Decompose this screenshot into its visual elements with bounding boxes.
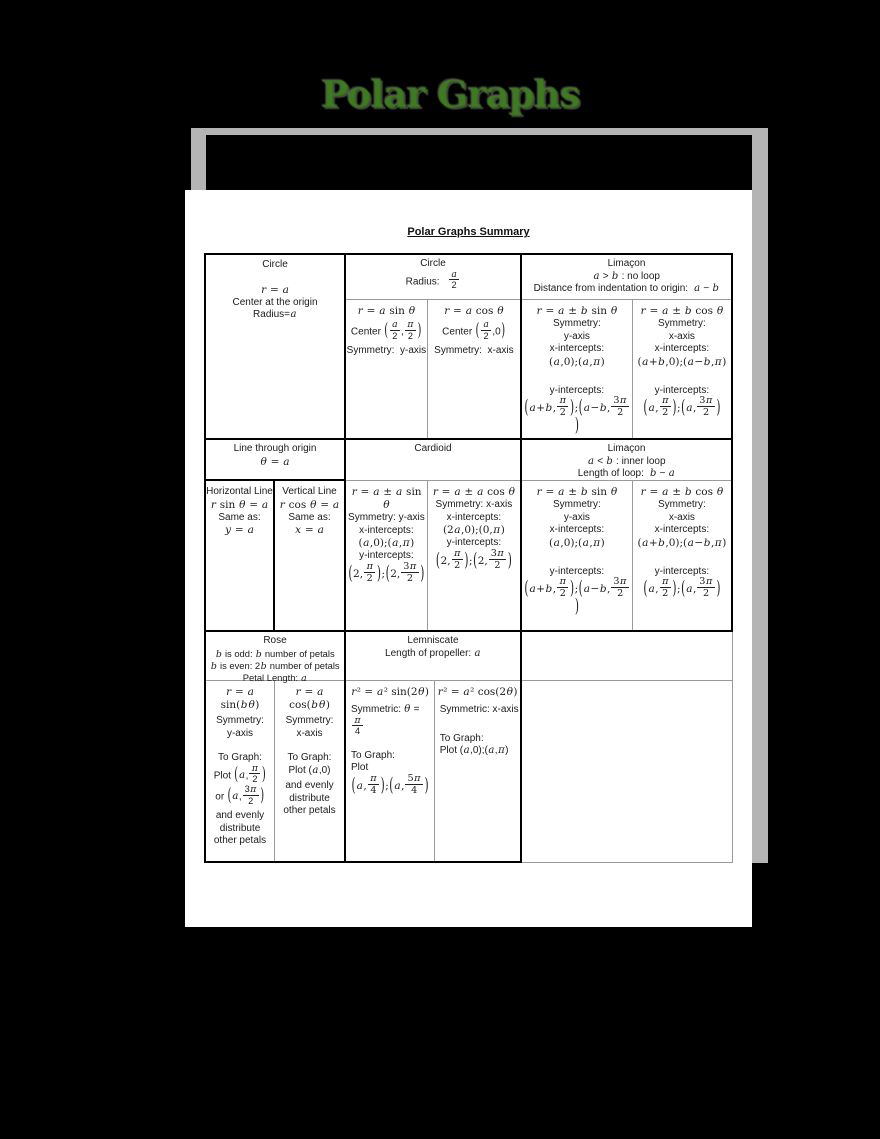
section-title: Limaçon [607, 258, 646, 269]
symmetry-line: y-axis [563, 511, 590, 523]
formula: r cos θ = a [279, 498, 340, 511]
formula: θ = a [260, 455, 290, 468]
text-line: and evenly [285, 780, 334, 792]
symmetry-line: Symmetry: y-axis [346, 345, 427, 357]
label: Symmetry: [657, 318, 706, 330]
label: To Graph: [351, 749, 395, 761]
symmetry-line: Symmetry: x-axis [434, 345, 514, 357]
cell-limacon-noloop [522, 255, 733, 440]
symmetry-line: Symmetry: y-axis [348, 512, 425, 524]
note-line: Distance from indentation to origin: a − b [533, 283, 719, 294]
cell-rose [206, 632, 346, 863]
label: Plot [351, 762, 369, 774]
embed-content-area [206, 135, 752, 190]
intercepts: (2, $\frac{\pi}{2}$ );(2, $\frac{3\pi}{2}$ ) [348, 560, 425, 585]
document-heading: Polar Graphs Summary [407, 226, 530, 238]
document-page [185, 190, 752, 927]
label: y-intercepts: [549, 565, 605, 577]
subcell-sin [346, 681, 435, 861]
label: Symmetry: [216, 715, 264, 727]
label: x-intercepts: [446, 511, 502, 523]
subcell-cos [633, 300, 731, 438]
formula: r² = a² sin(2θ) [351, 686, 429, 698]
text-line: distribute [219, 822, 261, 834]
cell-circle-half [346, 255, 522, 440]
symmetry-line: Symmetry: x-axis [435, 499, 513, 511]
section-header [206, 440, 344, 481]
note-line: b is even: 2b number of petals [210, 659, 340, 672]
subcell-cos [633, 481, 731, 630]
section-title: Circle [420, 258, 446, 269]
intercepts: (a,0);(a,π) [358, 537, 415, 550]
section-title: Circle [262, 259, 288, 270]
note-line: b is odd: b number of petals [215, 647, 335, 660]
label: x-intercepts: [549, 524, 605, 536]
symmetry-line: x-axis [296, 727, 323, 739]
formula: y = a [225, 524, 254, 537]
subcell-sin [522, 481, 633, 630]
symmetry-line: y-axis [226, 727, 254, 739]
plot-line: (a, $\frac{\pi}{4}$ );(a, $\frac{5\pi}{4}$ ) [351, 772, 429, 797]
intercepts: (a, $\frac{\pi}{2}$ );(a, $\frac{3\pi}{2}$ ) [643, 395, 721, 419]
label: To Graph: [439, 732, 484, 744]
formula: r = a cos θ [444, 305, 504, 317]
label: x-intercepts: [654, 524, 710, 536]
label: Symmetry: [552, 499, 601, 511]
formula: x = a [295, 524, 324, 537]
embed-frame-left [191, 135, 206, 190]
symmetry-line: x-axis [668, 330, 695, 342]
text-line: other petals [213, 835, 267, 847]
text-line: and evenly [215, 810, 265, 822]
formula: r = a ± a sin θ [351, 486, 425, 512]
section-body [346, 481, 520, 630]
subcell-horizontal [206, 481, 275, 630]
section-body [522, 481, 731, 630]
label: y-intercepts: [654, 565, 710, 577]
section-title: Lemniscate [407, 635, 459, 646]
text-line: distribute [289, 792, 330, 804]
label: Symmetry: [657, 499, 706, 511]
section-header [346, 632, 520, 681]
section-title: Rose [263, 635, 287, 646]
section-header [206, 632, 344, 685]
section-body [346, 300, 520, 438]
symmetry-line: x-axis [668, 511, 695, 523]
formula: r sin θ = a [210, 498, 269, 511]
text-line: other petals [283, 805, 336, 817]
subcell-cos [435, 681, 520, 861]
embed-frame-top [191, 128, 768, 135]
formula: r = a ± b sin θ [536, 486, 618, 498]
label: Symmetry: [285, 715, 334, 727]
section-body-empty [522, 681, 732, 862]
label: x-intercepts: [654, 343, 710, 355]
intercepts: (2a,0);(0,π) [442, 524, 505, 537]
center-line: Center ( $\frac{a}{2}$ , $\frac{\pi}{2}$ ) [350, 319, 422, 342]
section-header [522, 440, 731, 481]
symmetry-line: Symmetric: x-axis [439, 704, 519, 716]
cell-empty [522, 632, 733, 863]
center-line: Center ( $\frac{a}{2}$ ,0) [442, 319, 506, 342]
plot-line: Plot (a, $\frac{\pi}{2}$ ) [213, 762, 266, 785]
formula: r = a ± b cos θ [640, 486, 724, 498]
section-title: Line through origin [233, 443, 317, 454]
cell-limacon-innerloop [522, 440, 733, 632]
plot-line: Plot (a,0);(a,π) [439, 745, 509, 757]
section-body [206, 481, 344, 630]
formula: r = a [261, 283, 289, 296]
cell-lemniscate [346, 632, 522, 863]
label: To Graph: [218, 752, 262, 764]
section-body [206, 681, 344, 861]
section-header-empty [522, 632, 732, 681]
label: x-intercepts: [359, 524, 414, 536]
intercepts: (2, $\frac{\pi}{2}$ );(2, $\frac{3\pi}{2}$ ) [435, 547, 512, 572]
note-line: Petal Length: a [242, 672, 307, 685]
line-type: Vertical Line [282, 486, 337, 497]
intercepts: (a, $\frac{\pi}{2}$ );(a, $\frac{3\pi}{2}$ ) [643, 576, 721, 600]
condition-line: a < b : inner loop [587, 455, 666, 467]
symmetry-line: Symmetric: θ = $\frac{\pi}{4}$ [351, 704, 423, 737]
formula: r = a cos(bθ) [289, 686, 330, 712]
subcell-sin [346, 300, 428, 438]
formula: r = a ± b sin θ [536, 305, 618, 317]
intercepts: (a+b, $\frac{\pi}{2}$ );(a−b, $\frac{3\pi}{2}$ ) [522, 397, 632, 432]
section-body [346, 681, 520, 861]
label: x-intercepts: [549, 343, 605, 355]
intercepts: (a+b,0);(a−b,π) [637, 355, 727, 368]
formula: r² = a² cos(2θ) [437, 686, 518, 698]
plot-line: or (a, $\frac{3\pi}{2}$ ) [215, 784, 265, 807]
label: Same as: [288, 511, 331, 523]
symmetry-line: y-axis [563, 330, 590, 342]
intercepts: (a+b,0);(a−b,π) [637, 536, 727, 549]
condition-line: a > b : no loop [593, 270, 660, 282]
intercepts: (a+b, $\frac{\pi}{2}$ );(a−b, $\frac{3\pi}{2}$ ) [522, 578, 632, 613]
text-line: Radius=a [253, 309, 297, 321]
label: y-intercepts: [549, 384, 605, 396]
formula: r = a ± b cos θ [640, 305, 724, 317]
polar-graphs-summary-table [204, 253, 733, 863]
subcell-vertical [275, 481, 344, 630]
label: To Graph: [287, 752, 332, 764]
cell-cardioid [346, 440, 522, 632]
subcell-cos [428, 300, 520, 438]
text-line: Center at the origin [232, 296, 318, 308]
note-line: Length of loop: b − a [577, 468, 675, 479]
section-header [346, 255, 520, 300]
label: y-intercepts: [654, 384, 710, 396]
label: y-intercepts: [446, 537, 502, 549]
plot-line: Plot (a,0) [288, 764, 331, 776]
embed-scrollbar[interactable] [752, 135, 768, 863]
section-header [346, 440, 520, 481]
note-line: Length of propeller: a [385, 647, 481, 659]
subcell-cos [275, 681, 344, 861]
section-title: Cardioid [414, 443, 452, 454]
cell-circle-origin [206, 255, 346, 440]
subcell-cos [428, 481, 520, 630]
section-body [522, 300, 731, 438]
label: y-intercepts: [359, 550, 414, 562]
intercepts: (a,0);(a,π) [549, 536, 605, 549]
subcell-sin [346, 481, 428, 630]
formula: r = a ± a cos θ [432, 486, 515, 498]
label: Same as: [218, 511, 261, 523]
cell-line-origin [206, 440, 346, 632]
radius-line: Radius: $\frac{a}{2}$ [346, 271, 520, 292]
subcell-sin [206, 681, 275, 861]
intercepts: (a,0);(a,π) [549, 355, 605, 368]
line-type: Horizontal Line [206, 486, 273, 497]
subcell-sin [522, 300, 633, 438]
section-header [522, 255, 731, 300]
formula: r = a sin θ [357, 305, 416, 317]
page-title: Polar Graphs [320, 72, 580, 116]
formula: r = a sin(bθ) [220, 686, 260, 712]
label: Symmetry: [552, 318, 601, 330]
section-title: Limaçon [607, 443, 646, 454]
